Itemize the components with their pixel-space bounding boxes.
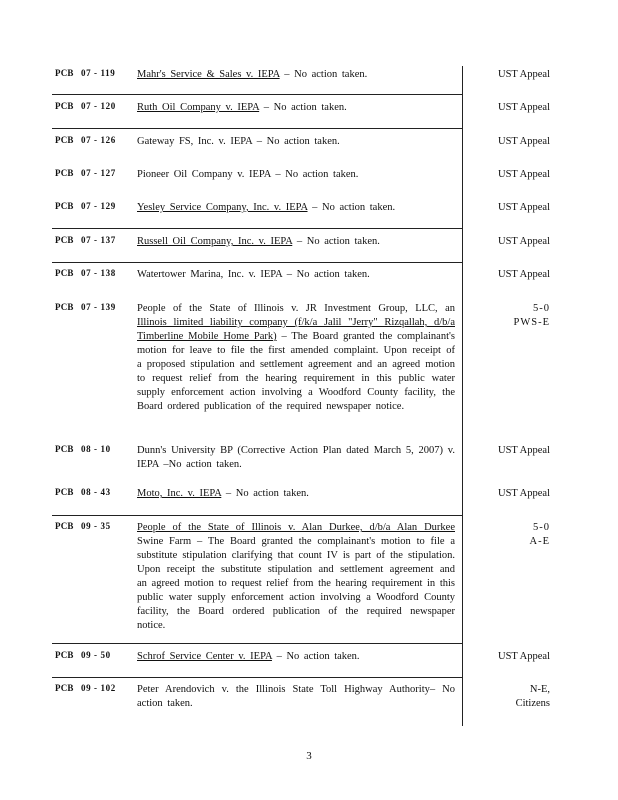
case-prefix: PCB [55, 650, 74, 660]
case-type: PWS-E [513, 317, 550, 328]
row-separator [52, 94, 463, 95]
case-prefix: PCB [55, 201, 74, 211]
case-description [137, 135, 455, 149]
case-description [137, 68, 455, 82]
case-description [137, 521, 455, 633]
row-separator [52, 228, 463, 229]
case-prefix: PCB [55, 302, 74, 312]
case-summary: – No action taken. [292, 236, 380, 247]
case-number: 07 - 138 [81, 268, 116, 278]
case-type: UST Appeal [497, 69, 550, 80]
case-prefix: PCB [55, 487, 74, 497]
case-number: 09 - 50 [81, 650, 111, 660]
case-description [137, 201, 455, 215]
case-summary: Gateway FS, Inc. v. IEPA – No action taken. [137, 136, 340, 147]
case-number: 07 - 126 [81, 135, 116, 145]
case-summary: – No action taken. [279, 69, 368, 80]
case-description [137, 487, 455, 501]
case-type: A-E [529, 536, 550, 547]
case-prefix: PCB [55, 168, 74, 178]
case-description [137, 268, 455, 282]
row-separator [52, 262, 463, 263]
case-title: Schrof Service Center v. IEPA [137, 651, 272, 662]
case-title: Mahr's Service & Sales v. IEPA [137, 69, 280, 80]
case-summary: Peter Arendovich v. the Illinois State Toll Highway Authority– No action taken. [137, 684, 455, 709]
case-type: UST Appeal [497, 488, 550, 499]
case-summary: – No action taken. [259, 102, 347, 113]
case-number: 07 - 120 [81, 101, 116, 111]
case-description [137, 101, 455, 115]
case-description [137, 235, 455, 249]
case-title: Ruth Oil Company v. IEPA [137, 102, 260, 113]
case-number: 09 - 35 [81, 521, 111, 531]
case-type: UST Appeal [497, 269, 550, 280]
case-number: 07 - 119 [81, 68, 116, 78]
column-divider [462, 66, 463, 726]
case-description [137, 444, 455, 472]
page-number: 3 [306, 750, 312, 762]
case-number: 07 - 127 [81, 168, 116, 178]
case-type: UST Appeal [497, 136, 550, 147]
case-prefix: PCB [55, 683, 74, 693]
case-type: UST Appeal [497, 169, 550, 180]
case-type: UST Appeal [497, 445, 550, 456]
case-summary: Pioneer Oil Company v. IEPA – No action taken. [137, 169, 359, 180]
case-prefix: PCB [55, 68, 74, 78]
case-description [137, 168, 455, 182]
case-prefix: PCB [55, 521, 74, 531]
case-number: 07 - 129 [81, 201, 116, 211]
case-summary: Swine Farm – The Board granted the complainant's motion to file a substitute stipulation clarifying that count IV is part of the stipulation. Upon receipt the substitute stipulation and settlement agreement and an agreed motion to request relief from the hearing requirement in this public water supply enforcement action involving a Woodford County facility, the Board ordered publication of the required newspaper notice. [137, 536, 455, 631]
case-vote-and-type [516, 683, 550, 711]
case-type: Citizens [515, 698, 550, 709]
case-type: UST Appeal [497, 236, 550, 247]
case-vote-and-type [514, 302, 551, 330]
case-number: 08 - 10 [81, 444, 111, 454]
case-title: Yesley Service Company, Inc. v. IEPA [137, 202, 308, 213]
row-separator [52, 515, 463, 516]
case-type: UST Appeal [497, 202, 550, 213]
case-prefix: PCB [55, 444, 74, 454]
case-number: 07 - 139 [81, 302, 116, 312]
case-type: UST Appeal [497, 102, 550, 113]
case-title: Moto, Inc. v. IEPA [137, 488, 222, 499]
row-separator [52, 643, 463, 644]
case-summary: Dunn's University BP (Corrective Action Plan dated March 5, 2007) v. IEPA –No action taken. [137, 445, 455, 470]
case-summary: – The Board granted the complainant's motion for leave to file the first amended complaint. Upon receipt of a proposed stipulation and settlement agreement and an agreed motion to request relief from the hearing requirement in this public water supply enforcement action involving a Woodford County facility, the Board ordered publication of the required newspaper notice. [137, 331, 455, 412]
case-type: UST Appeal [497, 651, 550, 662]
case-title: Russell Oil Company, Inc. v. IEPA [137, 236, 293, 247]
case-vote-and-type [530, 521, 551, 549]
case-prefix: PCB [55, 235, 74, 245]
case-vote: 5-0 [533, 303, 550, 314]
case-summary: – No action taken. [271, 651, 360, 662]
case-description [137, 302, 455, 414]
case-title: Illinois limited liability company (f/k/a Jalil "Jerry" Rizqallah, d/b/a Timberline Mobile Home Park) [137, 317, 455, 342]
case-description [137, 650, 455, 664]
case-title: People of the State of Illinois v. Alan Durkee, d/b/a Alan Durkee [137, 522, 455, 533]
case-prefix: PCB [55, 135, 74, 145]
case-number: 07 - 137 [81, 235, 116, 245]
row-separator [52, 677, 463, 678]
case-prefix: PCB [55, 268, 74, 278]
case-number: 08 - 43 [81, 487, 111, 497]
case-number: 09 - 102 [81, 683, 116, 693]
case-summary: – No action taken. [221, 488, 309, 499]
row-separator [52, 128, 463, 129]
case-lead: People of the State of Illinois v. JR Investment Group, LLC, an [137, 303, 455, 314]
case-vote: N-E, [529, 684, 550, 695]
case-prefix: PCB [55, 101, 74, 111]
case-vote: 5-0 [533, 522, 550, 533]
case-summary: – No action taken. [307, 202, 396, 213]
case-description [137, 683, 455, 711]
case-summary: Watertower Marina, Inc. v. IEPA – No action taken. [137, 269, 370, 280]
